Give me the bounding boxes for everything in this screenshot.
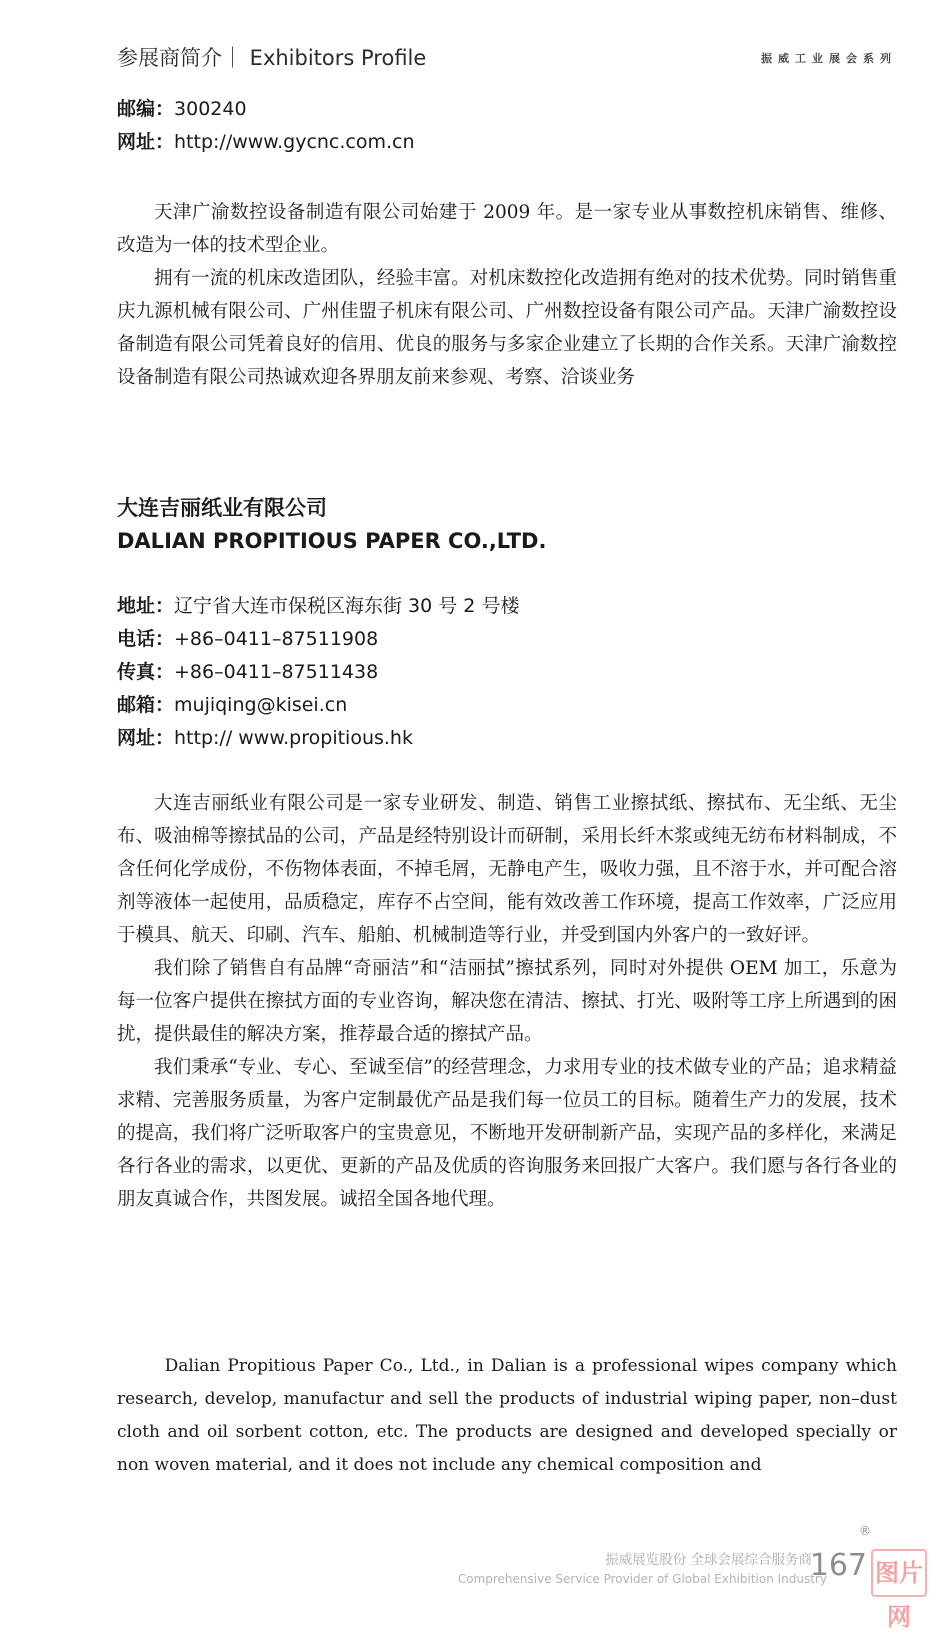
page-header	[117, 38, 897, 78]
contact-value: +86–0411–87511908	[174, 628, 379, 650]
contact-value: 辽宁省大连市保税区海东街 30 号 2 号楼	[174, 595, 520, 617]
contact-value: +86–0411–87511438	[174, 661, 379, 683]
paragraph-english: Dalian Propitious Paper Co., Ltd., in Dalian is a professional wipes company which research, develop, manufactur and sell the products of industrial wiping paper, non–dust cloth and oil sorbent cotton, etc. The products are designed and developed specially or non woven material, and it does not include any chemical composition and	[117, 1356, 897, 1475]
contact-website	[117, 722, 897, 755]
contact-value: 300240	[174, 98, 247, 120]
company2-contacts	[117, 590, 897, 755]
header-series: 振威工业展会系列	[761, 52, 897, 65]
company-name-en: DALIAN PROPITIOUS PAPER CO.,LTD.	[117, 529, 547, 553]
registered-mark: ®	[859, 1524, 871, 1538]
contact-label: 地址：	[117, 595, 175, 617]
header-title: 参展商简介｜ Exhibitors Profile	[117, 46, 427, 70]
page-number: 167	[809, 1548, 867, 1583]
contact-phone	[117, 623, 897, 656]
paragraph: 拥有一流的机床改造团队，经验丰富。对机床数控化改造拥有绝对的技术优势。同时销售重庆九源机械有限公司、广州佳盟子机床有限公司、广州数控设备有限公司产品。天津广渝数控设备制造有限公司凭着良好的信用、优良的服务与多家企业建立了长期的合作关系。天津广渝数控设备制造有限公司热诚欢迎各界朋友前来参观、考察、洽谈业务	[117, 268, 897, 388]
contact-label: 电话：	[117, 628, 175, 650]
contact-label: 传真：	[117, 661, 175, 683]
contact-address	[117, 590, 897, 623]
footer-company-cn: 振威展览股份 全球会展综合服务商	[605, 1552, 812, 1568]
contact-value: http://www.gycnc.com.cn	[174, 131, 415, 153]
company2-english-description	[117, 1350, 897, 1482]
contact-label: 邮箱：	[117, 694, 175, 716]
contact-postcode	[117, 93, 897, 126]
contact-label: 网址：	[117, 727, 175, 749]
contact-fax	[117, 656, 897, 689]
contact-label: 邮编：	[117, 98, 175, 120]
contact-value: mujiqing@kisei.cn	[174, 694, 348, 716]
company-name-cn: 大连吉丽纸业有限公司	[117, 496, 327, 520]
paragraph: 大连吉丽纸业有限公司是一家专业研发、制造、销售工业擦拭纸、擦拭布、无尘纸、无尘布、吸油棉等擦拭品的公司，产品是经特别设计而研制，采用长纤木浆或纯无纺布材料制成，不含任何化学成份，不伤物体表面，不掉毛屑，无静电产生，吸收力强，且不溶于水，并可配合溶剂等液体一起使用，品质稳定，库存不占空间，能有效改善工作环境，提高工作效率，广泛应用于模具、航天、印刷、汽车、船舶、机械制造等行业，并受到国内外客户的一致好评。	[117, 793, 897, 946]
company2-heading	[117, 492, 897, 558]
company1-description	[117, 196, 897, 394]
contact-email	[117, 689, 897, 722]
contact-website	[117, 126, 897, 159]
paragraph: 我们秉承“专业、专心、至诚至信”的经营理念，力求用专业的技术做专业的产品；追求精益求精、完善服务质量，为客户定制最优产品是我们每一位员工的目标。随着生产力的发展，技术的提高，我们将广泛听取客户的宝贵意见，不断地开发研制新产品，实现产品的多样化，来满足各行各业的需求，以更优、更新的产品及优质的咨询服务来回报广大客户。我们愿与各行各业的朋友真诚合作，共图发展。诚招全国各地代理。	[117, 1057, 897, 1210]
company1-contacts	[117, 93, 897, 159]
paragraph: 我们除了销售自有品牌“奇丽洁”和“洁丽拭”擦拭系列，同时对外提供 OEM 加工，乐意为每一位客户提供在擦拭方面的专业咨询，解决您在清洁、擦拭、打光、吸附等工序上所遇到的困扰，提供最佳的解决方案，推荐最合适的擦拭产品。	[117, 958, 897, 1045]
contact-label: 网址：	[117, 131, 175, 153]
paragraph: 天津广渝数控设备制造有限公司始建于 2009 年。是一家专业从事数控机床销售、维修、改造为一体的技术型企业。	[117, 202, 897, 256]
watermark-logo: 图片网	[871, 1549, 927, 1597]
footer-company-en: Comprehensive Service Provider of Global Exhibition Industry	[457, 1572, 827, 1586]
company2-description	[117, 787, 897, 1216]
contact-value: http:// www.propitious.hk	[174, 727, 413, 749]
